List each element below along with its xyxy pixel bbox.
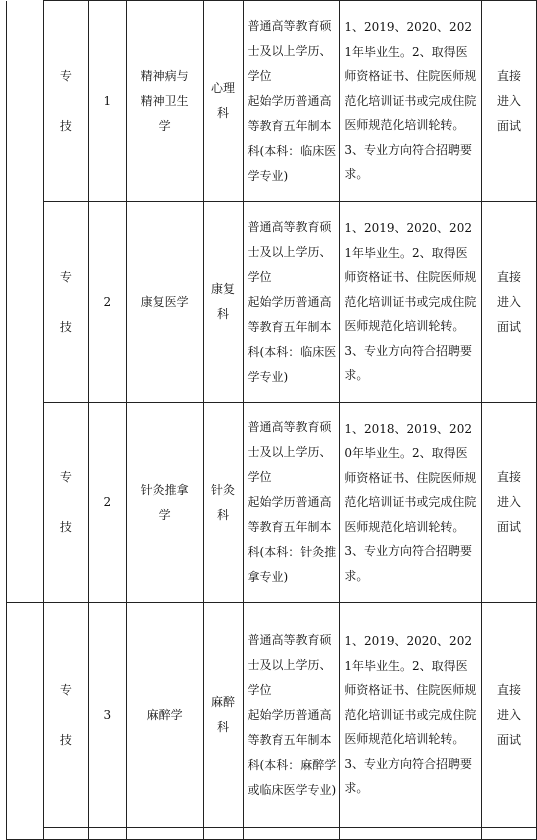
- table-row: [7, 202, 537, 403]
- category-cell: 专 技: [43, 603, 88, 828]
- category-cell: 专 技: [43, 403, 88, 603]
- table-row: [7, 403, 537, 603]
- table-row: [7, 603, 537, 828]
- requirements-cell: 1、2019、2020、2021年毕业生。2、取得医师资格证书、住院医师规范化培训证书或完成住院医师规范化培训轮转。 3、专业方向符合招聘要求。: [340, 603, 482, 828]
- specialty-cell: 针灸推拿 学: [126, 403, 203, 603]
- dept-cell: 麻醉 科: [203, 603, 243, 828]
- count-cell: 3: [88, 603, 126, 828]
- category-cell: 专 技: [43, 1, 88, 202]
- unit-cell: [7, 1, 44, 202]
- dept-cell: 心理 科: [203, 1, 243, 202]
- dept-cell: 康复 科: [203, 202, 243, 403]
- requirements-cell: 1、2019、2020、2021年毕业生。2、取得医师资格证书、住院医师规范化培训证书或完成住院医师规范化培训轮转。 3、专业方向符合招聘要求。: [340, 202, 482, 403]
- requirements-cell: 1、2018、2019、2020年毕业生。2、取得医师资格证书、住院医师规范化培训证书或完成住院医师规范化培训轮转。 3、专业方向符合招聘要求。: [340, 403, 482, 603]
- method-cell: 直接 进入 面试: [482, 202, 537, 403]
- count-cell: 2: [88, 403, 126, 603]
- method-cell: 直接 进入 面试: [482, 403, 537, 603]
- method-cell: 直接 进入 面试: [482, 1, 537, 202]
- requirements-cell: 1、2019、2020、2021年毕业生。2、取得医师资格证书、住院医师规范化培训证书或完成住院医师规范化培训轮转。 3、专业方向符合招聘要求。: [340, 1, 482, 202]
- unit-cell: [7, 403, 44, 603]
- unit-cell: [7, 603, 44, 828]
- specialty-cell: 麻醉学: [126, 603, 203, 828]
- category-cell: 专 技: [43, 202, 88, 403]
- table-row: [7, 1, 537, 202]
- education-cell: 普通高等教育硕士及以上学历、学位 起始学历普通高等教育五年制本科(本科：临床医学专业): [243, 202, 340, 403]
- count-cell: 2: [88, 202, 126, 403]
- recruitment-table: [6, 0, 537, 840]
- specialty-cell: 康复医学: [126, 202, 203, 403]
- method-cell: 直接 进入 面试: [482, 603, 537, 828]
- education-cell: 普通高等教育硕士及以上学历、学位 起始学历普通高等教育五年制本科(本科：针灸推拿专业): [243, 403, 340, 603]
- unit-cell: [7, 202, 44, 403]
- count-cell: 1: [88, 1, 126, 202]
- education-cell: 普通高等教育硕士及以上学历、学位 起始学历普通高等教育五年制本科(本科：麻醉学或临床医学专业): [243, 603, 340, 828]
- specialty-cell: 精神病与 精神卫生 学: [126, 1, 203, 202]
- education-cell: 普通高等教育硕士及以上学历、学位 起始学历普通高等教育五年制本科(本科：临床医学专业): [243, 1, 340, 202]
- dept-cell: 针灸 科: [203, 403, 243, 603]
